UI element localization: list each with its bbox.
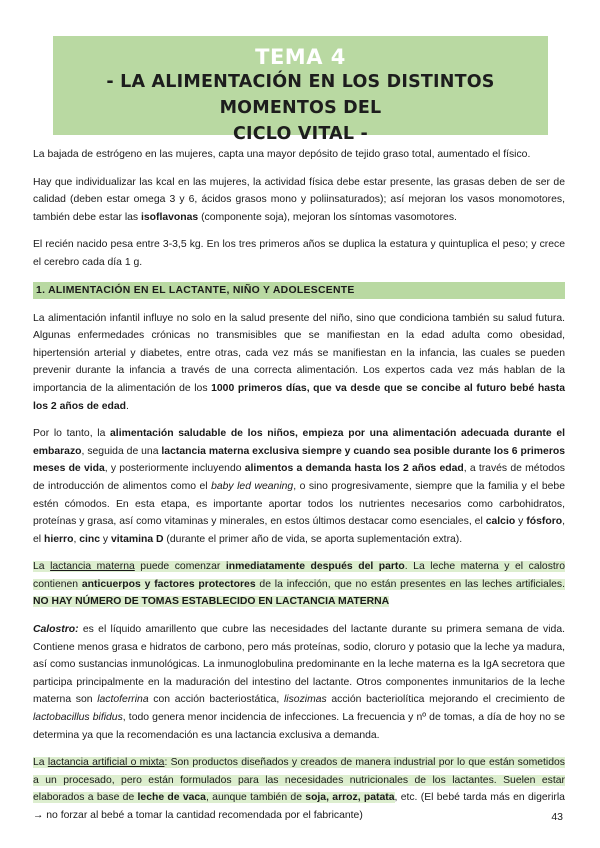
text-run: , seguida de una	[81, 445, 162, 457]
text-run: . La leche materna y el calostro contienen	[33, 561, 566, 590]
emphasis-text: soja, arroz, patata	[305, 792, 395, 804]
page-number: 43	[551, 811, 563, 823]
text-run: ,	[73, 533, 80, 545]
section-heading: 1. ALIMENTACIÓN EN EL LACTANTE, NIÑO Y ADOLESCENTE	[33, 282, 565, 299]
text-run: , etc. (El bebé tarda más en digerirla → no forzar al bebé a tomar la cantidad recomendada por el fabricante)	[33, 792, 565, 821]
text-run: y	[515, 516, 527, 528]
text-run: : Son productos diseñados y creados de manera industrial por lo que están sometidos a un procesado, pero están formulados para las necesidades nutricionales de los lactantes. Suelen estar elaborados a base de	[33, 757, 565, 804]
text-run: La alimentación infantil influye no solo en la salud presente del niño, sino que condiciona también su salud futura. Algunas enfermedades crónicas no transmisibles que se manifiestan en la edad adulta como obesidad, hipertensión arterial y diabetes, entre otras, cada vez más se manifiestan en la infancia, las cuales se pueden prevenir durante la infancia a través de una correcta alimentación. Los expertos cada vez más hablan de la importancia de la alimentación de los	[33, 312, 565, 394]
chapter-number: TEMA 4	[255, 45, 346, 69]
intro-paragraph-3: El recién nacido pesa entre 3-3,5 kg. En los tres primeros años se duplica la estatura y quintuplica el peso; y crece el cerebro cada día 1 g.	[33, 239, 565, 268]
text-run: , a través de métodos de introducción de alimentos como el	[33, 463, 566, 492]
text-run: , todo genera menor incidencia de infecciones. La frecuencia y nº de tomas, a día de hoy no se determina ya que la recomendación es una lactancia exclusiva a demanda.	[33, 712, 565, 741]
text-run: acción bacteriolítica mejorando el crecimiento de	[326, 694, 565, 706]
text-run: con acción bacteriostática,	[148, 694, 284, 706]
chapter-header	[53, 36, 548, 144]
text-run: , y posteriormente incluyendo	[104, 463, 245, 475]
text-run: puede comenzar	[134, 561, 226, 573]
isoflavonas-term: isoflavonas	[141, 211, 199, 223]
nutrient-term: fósforo	[526, 516, 563, 528]
nutrient-term: cinc	[79, 533, 101, 545]
lactancia-artificial-paragraph	[33, 754, 565, 824]
nutrient-term: calcio	[485, 516, 516, 528]
emphasis-text: 1000 primeros días, que va desde que se concibe al futuro bebé hasta los 2 años de edad	[33, 382, 565, 412]
italic-term: lactobacillus bifidus	[33, 712, 123, 724]
emphasis-text: lactancia materna exclusiva siempre y cuando sea posible durante los 6 primeros meses de vida	[33, 445, 565, 475]
chapter-title-line-2: CICLO VITAL -	[233, 124, 368, 144]
text-run: Por lo tanto, la	[33, 428, 111, 440]
section-paragraph-2	[33, 425, 565, 548]
calostro-paragraph	[33, 621, 565, 744]
emphasis-text: alimentos a demanda hasta los 2 años edad	[244, 463, 464, 475]
italic-term: lactoferrina	[97, 694, 149, 706]
text-run: (componente soja), mejoran los síntomas vasomotores.	[198, 211, 457, 223]
italic-term: baby led weaning	[211, 480, 294, 492]
text-run: , aunque también de	[205, 792, 306, 804]
document-body	[33, 146, 565, 835]
text-run: , o sino progresivamente, siempre que la familia y el bebe estén cómodos. En esta etapa, es importante aportar todos los nutrientes necesarios como carbohidratos, proteínas y grasa, así como vitaminas y minerales, en estos últimos destacar como esenciales, el	[33, 480, 565, 528]
underlined-term: lactancia materna	[50, 561, 135, 573]
text-run: , el	[33, 516, 565, 545]
intro-paragraph-1: La bajada de estrógeno en las mujeres, capta una mayor depósito de tejido graso total, aumentado el físico.	[33, 149, 531, 160]
emphasis-text: alimentación saludable de los niños, empieza por una alimentación adecuada durante el embarazo	[33, 428, 566, 457]
intro-paragraph-2	[33, 174, 565, 227]
text-run: La	[33, 757, 48, 769]
text-run: Hay que individualizar las kcal en las mujeres, la actividad física debe estar presente, las grasas deben de ser de calidad (deben estar omega 3 y 6, ácidos grasos mono y poliinsaturados); así mejoran los vasos monomotores, también debe estar las	[33, 176, 565, 223]
text-run: (durante el primer año de vida, se aporta suplementación extra).	[163, 533, 463, 545]
emphasis-text: NO HAY NÚMERO DE TOMAS ESTABLECIDO EN LACTANCIA MATERNA	[33, 596, 390, 608]
calostro-term: Calostro:	[33, 624, 79, 636]
emphasis-text: leche de vaca	[137, 792, 206, 804]
nutrient-term: vitamina D	[111, 533, 164, 545]
lactancia-materna-paragraph	[33, 558, 565, 611]
text-run: y	[100, 533, 111, 545]
text-run: es el líquido amarillento que cubre las necesidades del lactante durante su primera semana de vida. Contiene menos grasa e hidratos de carbono, pero más proteínas, sodio, cloruro y potasio que la leche ya madura, así como sustancias inmunológicas. La inmunoglobulina predominante en la leche materna es la IgA secretora que participa principalmente en la maduración del intestino del lactante. Otros componentes inmunitarios de la leche materna son	[33, 624, 565, 706]
emphasis-text: anticuerpos y factores protectores	[81, 578, 256, 590]
nutrient-term: hierro	[43, 533, 74, 545]
text-run: .	[125, 400, 129, 412]
italic-term: lisozimas	[283, 694, 327, 706]
text-run: de la infección, que no están presentes en las leches artificiales.	[255, 578, 566, 590]
chapter-title-line-1: - LA ALIMENTACIÓN EN LOS DISTINTOS MOMENTOS DEL	[106, 72, 495, 118]
underlined-term: lactancia artificial o mixta	[47, 757, 165, 769]
section-paragraph-1	[33, 310, 565, 416]
text-run: La	[33, 561, 51, 573]
emphasis-text: inmediatamente después del parto	[225, 561, 405, 573]
